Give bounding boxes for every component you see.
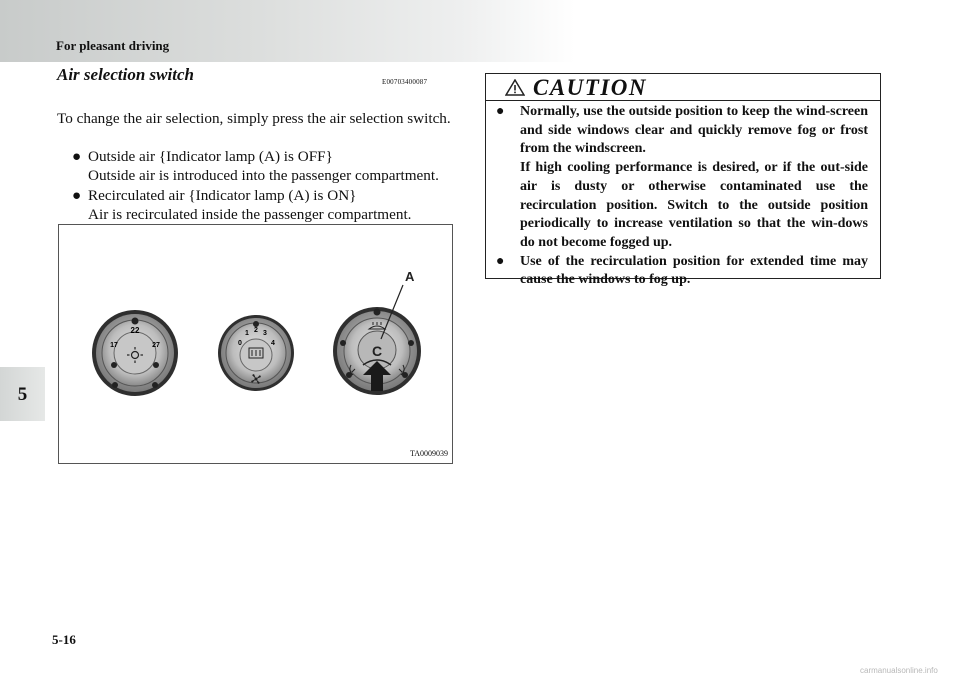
figure-code: TA0009039 [409,449,448,458]
fan-mark-3: 3 [263,330,267,337]
fan-mark-1: 1 [245,330,249,337]
temp-mark-22: 22 [130,326,140,335]
control-panel-figure [58,224,453,464]
section-title: For pleasant driving [56,38,170,53]
fan-mark-2: 2 [254,327,258,334]
topic-title: Air selection switch [57,65,194,84]
topic-code: E00703400087 [382,78,428,86]
fan-speed-knob[interactable] [218,315,294,391]
callout-label-a: A [405,269,415,284]
caution-item [496,253,868,290]
caution-title: CAUTION [533,75,648,100]
caution-item-text: Normally, use the outside position to keep the wind-screen and side windows clear and quickly remove fog or frost from the windscreen. [520,104,868,157]
caution-box [485,73,881,288]
temp-mark-17: 17 [110,342,118,349]
caution-body [496,103,868,290]
option-recirculated-air [72,186,456,225]
watermark: carmanualsonline.info [860,666,938,675]
fan-mark-0: 0 [238,340,242,347]
recirculation-icon: C [371,343,383,359]
air-selection-knob[interactable] [333,307,421,395]
knobs-illustration [59,225,452,463]
temp-mark-27: 27 [152,342,160,349]
intro-paragraph: To change the air selection, simply press the air selection switch. [57,110,451,127]
option-description: Air is recirculated inside the passenger compartment. [88,206,412,224]
option-description: Outside air is introduced into the passenger compartment. [88,167,439,185]
option-label: Recirculated air {Indicator lamp (A) is ON} [88,186,357,204]
chapter-tab[interactable] [0,367,45,421]
caution-item-text: Use of the recirculation position for extended time may cause the windows to fog up. [520,253,868,288]
fan-mark-4: 4 [271,340,275,347]
bullet-icon: ● [496,104,505,119]
caution-item-extra: If high cooling performance is desired, or if the out-side air is dusty or otherwise contaminated use the recirculation position. Switch to the outside position periodically to increase ventilation so that the win-dows do not become fogged up. [520,160,868,250]
caution-item [496,103,868,253]
caution-header [486,74,880,101]
option-list [72,147,456,225]
option-label: Outside air {Indicator lamp (A) is OFF} [88,148,333,165]
bullet-icon: ● [72,148,82,165]
bullet-icon: ● [72,186,82,204]
chapter-number: 5 [17,384,28,405]
temperature-knob[interactable] [92,310,178,396]
option-outside-air [72,147,456,186]
page-number: 5-16 [52,632,76,647]
bullet-icon: ● [496,253,505,269]
warning-triangle-icon [505,79,525,96]
